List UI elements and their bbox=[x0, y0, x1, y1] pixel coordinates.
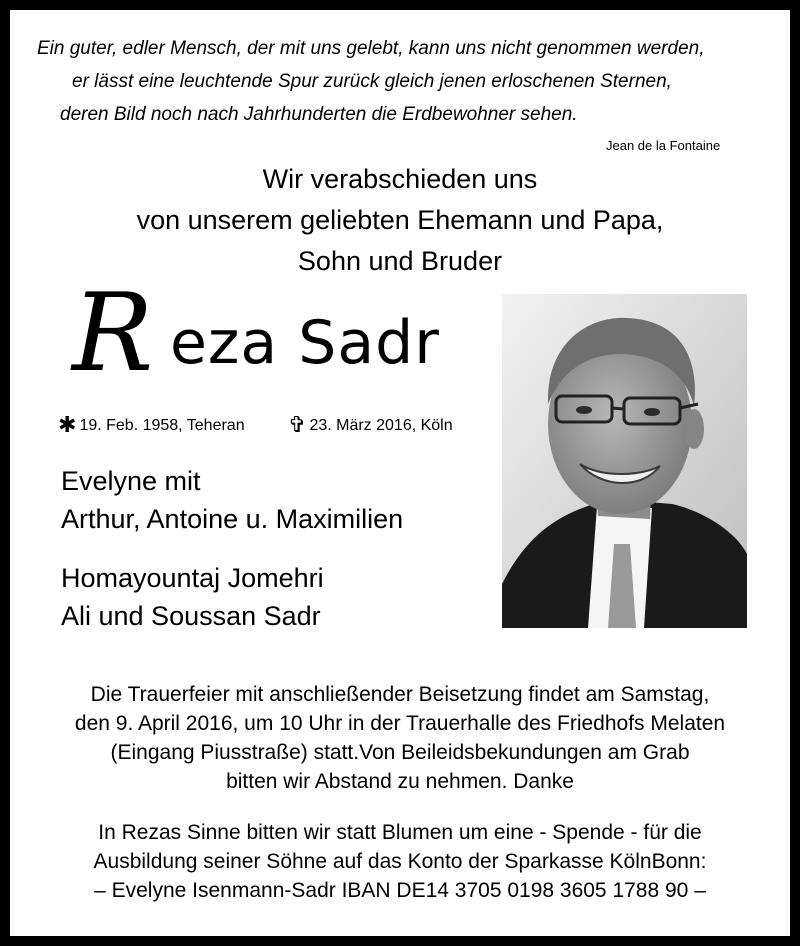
quote-line-2: er lässt eine leuchtende Spur zurück gleich jenen erloschenen Sternen, bbox=[72, 71, 672, 92]
portrait-photo bbox=[502, 294, 747, 628]
family-line: Arthur, Antoine u. Maximilien bbox=[61, 504, 404, 534]
name-initial: R bbox=[72, 271, 152, 396]
ceremony-info bbox=[10, 680, 790, 796]
name-rest: eza Sadr bbox=[170, 308, 440, 378]
donation-iban-line: – Evelyne Isenmann-Sadr IBAN DE14 3705 0198 3605 1788 90 – bbox=[94, 879, 706, 902]
deceased-name bbox=[62, 271, 492, 396]
ceremony-line-4: bitten wir Abstand zu nehmen. Danke bbox=[226, 770, 574, 793]
quote-author: Jean de la Fontaine bbox=[606, 138, 721, 153]
quote-line-3: deren Bild noch nach Jahrhunderten die Erdbewohner sehen. bbox=[60, 104, 578, 125]
donation-line-2: Ausbildung seiner Söhne auf das Konto der Sparkasse KölnBonn: bbox=[93, 850, 707, 873]
birth-text: 19. Feb. 1958, Teheran bbox=[79, 417, 245, 434]
ceremony-line-1: Die Trauerfeier mit anschließender Beisetzung findet am Samstag, bbox=[90, 683, 710, 706]
donation-info bbox=[10, 818, 790, 905]
death-date bbox=[288, 412, 453, 438]
farewell-intro bbox=[10, 159, 790, 282]
intro-line-3: Sohn und Bruder bbox=[297, 246, 503, 276]
family-group-2 bbox=[61, 559, 324, 635]
ceremony-line-2: den 9. April 2016, um 10 Uhr in der Trauerhalle des Friedhofs Melaten bbox=[74, 712, 726, 735]
portrait-illustration bbox=[502, 294, 747, 628]
family-line: Evelyne mit bbox=[61, 466, 201, 496]
family-group-1 bbox=[61, 462, 403, 538]
family-line: Homayountaj Jomehri bbox=[61, 563, 324, 593]
intro-line-1: Wir verabschieden uns bbox=[262, 164, 538, 194]
quote-line-1: Ein guter, edler Mensch, der mit uns gelebt, kann uns nicht genommen werden, bbox=[37, 38, 705, 59]
intro-line-2: von unserem geliebten Ehemann und Papa, bbox=[136, 205, 664, 235]
birth-star-icon: ✱ bbox=[58, 412, 77, 437]
donation-line-1: In Rezas Sinne bitten wir statt Blumen um eine - Spende - für die bbox=[98, 821, 702, 844]
family-line: Ali und Soussan Sadr bbox=[61, 601, 321, 631]
death-text: 23. März 2016, Köln bbox=[309, 417, 453, 434]
ceremony-line-3: (Eingang Piusstraße) statt.Von Beileidsbekundungen am Grab bbox=[110, 741, 690, 764]
birth-date bbox=[58, 412, 245, 438]
cross-icon: ✞ bbox=[288, 412, 307, 437]
